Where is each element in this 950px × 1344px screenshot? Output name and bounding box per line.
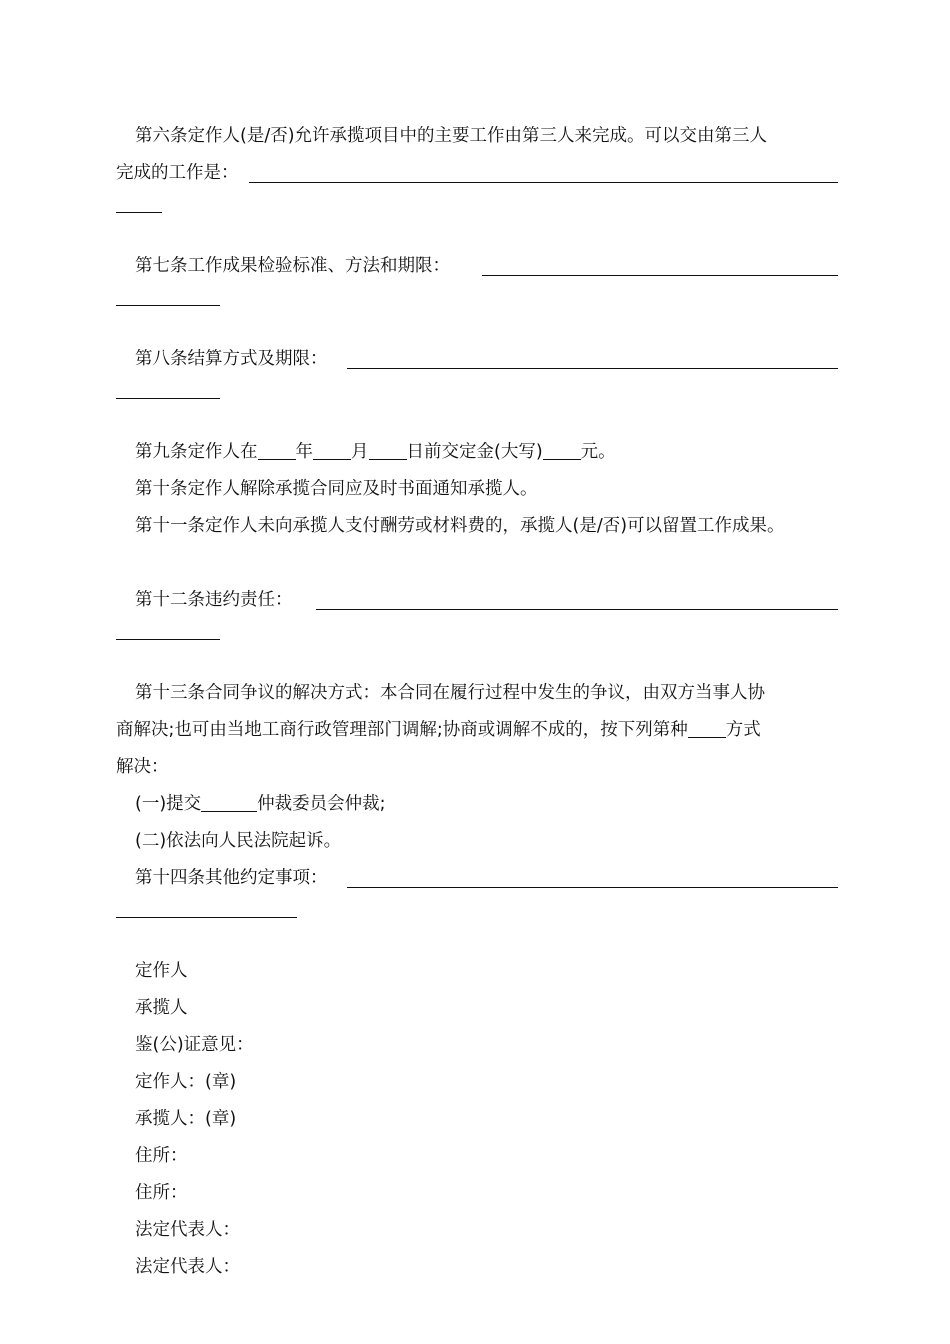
article-8-blank-continued — [116, 397, 220, 399]
contractor-label: 承揽人 — [135, 998, 188, 1018]
article-12-line — [116, 582, 838, 619]
signature-line — [116, 953, 838, 990]
article-11-line — [116, 508, 838, 545]
article-7-label: 第七条工作成果检验标准、方法和期限： — [135, 256, 450, 276]
article-12-blank-continued — [116, 638, 220, 640]
article-6-line-3 — [116, 211, 838, 248]
option-2-text: (二)依法向人民法院起诉。 — [135, 831, 342, 851]
article-6-blank — [249, 182, 838, 183]
article-6-blank-continued — [116, 211, 162, 213]
article-8-line-2 — [116, 397, 838, 434]
article-14-line-2 — [116, 916, 838, 953]
article-13-line-3 — [116, 749, 838, 786]
article-7-blank-continued — [116, 304, 220, 306]
article-7-line — [116, 248, 838, 285]
deposit-label: 日前交定金(大写) — [406, 442, 543, 462]
yuan-label: 元。 — [580, 442, 616, 462]
article-14-line — [116, 860, 838, 897]
article-6-line-1 — [116, 118, 838, 155]
address-label: 住所： — [135, 1183, 188, 1203]
signature-line — [116, 1027, 838, 1064]
contract-page — [116, 118, 838, 1286]
signature-line — [116, 1101, 838, 1138]
article-13-text-3: 解决： — [116, 757, 169, 777]
article-9-text-start: 第九条定作人在 — [135, 442, 258, 462]
article-10-text: 第十条定作人解除承揽合同应及时书面通知承揽人。 — [135, 479, 538, 499]
article-9-line — [116, 434, 838, 471]
signature-line — [116, 1064, 838, 1101]
article-10-line — [116, 471, 838, 508]
article-8-blank — [347, 368, 838, 369]
article-12-blank — [316, 609, 838, 610]
article-6-label: 完成的工作是： — [116, 163, 239, 183]
article-13-line-2 — [116, 712, 838, 749]
article-13-line-1 — [116, 675, 838, 712]
signature-line — [116, 1138, 838, 1175]
article-12-label: 第十二条违约责任： — [135, 590, 293, 610]
month-label: 月 — [351, 442, 369, 462]
legal-representative-label: 法定代表人： — [135, 1257, 240, 1277]
article-11-text: 第十一条定作人未向承揽人支付酬劳或材料费的，承揽人(是/否)可以留置工作成果。 — [135, 516, 785, 536]
article-14-blank — [347, 887, 838, 888]
article-8-line — [116, 341, 838, 378]
article-14-label: 第十四条其他约定事项： — [135, 868, 328, 888]
article-13-text-1: 第十三条合同争议的解决方式：本合同在履行过程中发生的争议，由双方当事人协 — [135, 683, 765, 703]
article-6-text: 第六条定作人(是/否)允许承揽项目中的主要工作由第三人来完成。可以交由第三人 — [135, 126, 768, 146]
spacer — [116, 545, 838, 582]
option-1-text-end: 仲裁委员会仲裁; — [257, 794, 386, 814]
article-7-line-2 — [116, 304, 838, 341]
article-13-text-2b: 方式 — [725, 720, 761, 740]
signature-line — [116, 990, 838, 1027]
article-7-blank — [482, 275, 838, 276]
article-12-line-2 — [116, 638, 838, 675]
arbitration-committee-blank — [201, 810, 257, 812]
year-blank — [258, 458, 296, 460]
notarization-label: 鉴(公)证意见： — [135, 1035, 254, 1055]
year-label: 年 — [295, 442, 313, 462]
contractor-seal-label: 承揽人：(章) — [135, 1109, 237, 1129]
signature-line — [116, 1249, 838, 1286]
article-13-text-2: 商解决;也可由当地工商行政管理部门调解;协商或调解不成的，按下列第种 — [116, 720, 688, 740]
day-blank — [369, 458, 407, 460]
address-label: 住所： — [135, 1146, 188, 1166]
legal-representative-label: 法定代表人： — [135, 1220, 240, 1240]
option-1-line — [116, 786, 838, 823]
article-14-blank-continued — [116, 916, 297, 918]
article-8-label: 第八条结算方式及期限： — [135, 349, 328, 369]
option-2-line — [116, 823, 838, 860]
method-number-blank — [688, 736, 726, 738]
deposit-amount-blank — [543, 458, 581, 460]
option-1-text: (一)提交 — [135, 794, 202, 814]
ordering-party-label: 定作人 — [135, 961, 188, 981]
signature-line — [116, 1212, 838, 1249]
signature-line — [116, 1175, 838, 1212]
ordering-party-seal-label: 定作人：(章) — [135, 1072, 237, 1092]
article-6-line-2 — [116, 155, 838, 192]
month-blank — [313, 458, 351, 460]
